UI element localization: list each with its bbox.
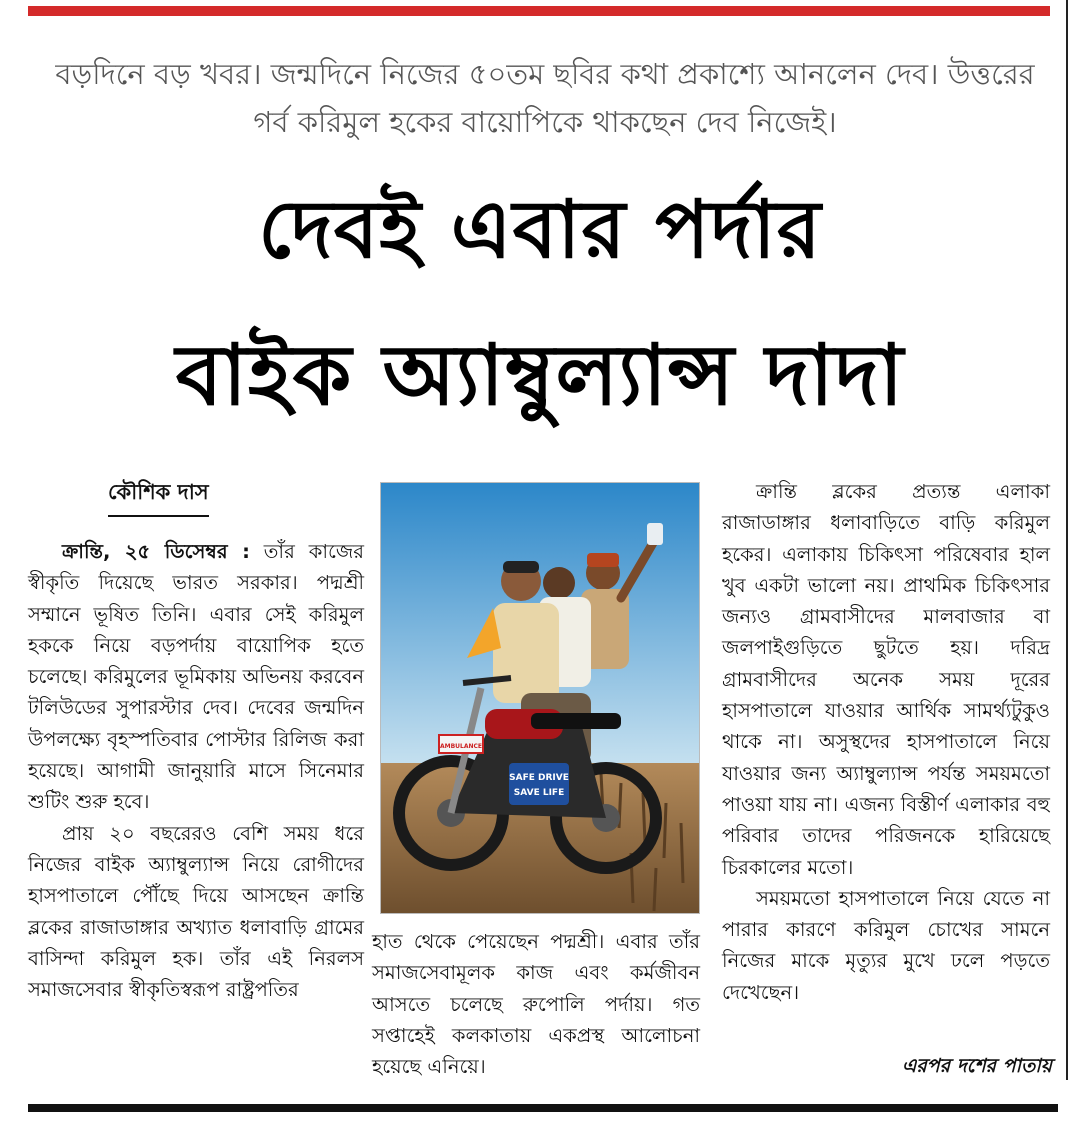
continuation-note: এরপর দশের পাতায় bbox=[901, 1055, 1052, 1077]
top-red-rule bbox=[28, 6, 1050, 16]
article-column-2 bbox=[372, 926, 700, 1082]
headline-line-1: দেবই এবার পর্দার bbox=[258, 183, 822, 276]
sign-text-1: SAFE DRIVE bbox=[509, 773, 569, 783]
column-1-paragraph-1 bbox=[28, 536, 364, 818]
raised-bottle bbox=[647, 523, 663, 545]
column-3-paragraph-2: সময়মতো হাসপাতালে নিয়ে যেতে না পারার কারণে করিমুল চোখের সামনে নিজের মাকে মৃত্যুর মুখে ঢলে পড়তে দেখেছেন। bbox=[722, 886, 1050, 1004]
article-column-1 bbox=[28, 536, 364, 1005]
column-1-paragraph-1-text: তাঁর কাজের স্বীকৃতি দিয়েছে ভারত সরকার। পদ্মশ্রী সম্মানে ভূষিত তিনি। এবার সেই করিমুল হককে নিয়ে বড়পর্দায় বায়োপিক হতে চলেছে। করিমুলের ভূমিকায় অভিনয় করবেন টলিউডের সুপারস্টার দেব। দেবের জন্মদিন উপলক্ষ্যে বৃহস্পতিবার পোস্টার রিলিজ করা হয়েছে। আগামী জানুয়ারি মাসে সিনেমার শুটিং শুরু হবে। bbox=[28, 540, 365, 814]
column-1-paragraph-2: প্রায় ২০ বছরেরও বেশি সময় ধরে নিজের বাইক অ্যাম্বুল্যান্স নিয়ে রোগীদের হাসপাতালে পৌঁছে দিয়ে আসছেন ক্রান্তি ব্লকের রাজাডাঙ্গার অখ্যাত ধলাবাড়ি গ্রামের বাসিন্দা করিমুল হক। তাঁর এই নিরলস সমাজসেবার স্বীকৃতিস্বরূপ রাষ্ট্রপতির bbox=[28, 821, 364, 1002]
article-column-3 bbox=[722, 476, 1050, 1008]
column-2-paragraph-1: হাত থেকে পেয়েছেন পদ্মশ্রী। এবার তাঁর সমাজসেবামূলক কাজ এবং কর্মজীবন আসতে চলেছে রুপোলি পর্দায়। গত সপ্তাহেই কলকাতায় একপ্রস্থ আলোচনা হয়েছে এনিয়ে। bbox=[372, 930, 700, 1079]
rider-3-hat bbox=[587, 553, 619, 567]
rider-2-head bbox=[543, 567, 575, 599]
rider-1-hair bbox=[503, 561, 539, 573]
side-sign bbox=[509, 763, 569, 805]
article-photo bbox=[380, 482, 700, 914]
byline: কৌশিক দাস bbox=[108, 476, 209, 517]
rider-1-body bbox=[493, 603, 559, 703]
dateline: ক্রান্তি, ২৫ ডিসেম্বর : bbox=[62, 540, 250, 563]
subheadline: বড়দিনে বড় খবর। জন্মদিনে নিজের ৫০তম ছবির কথা প্রকাশ্যে আনলেন দেব। উত্তরের গর্ব করিমুল হকের বায়োপিকে থাকছেন দেব নিজেই। bbox=[55, 57, 1035, 139]
column-border-right bbox=[1066, 0, 1068, 1080]
sign-text-2: SAVE LIFE bbox=[513, 788, 565, 798]
bottom-black-rule bbox=[28, 1104, 1058, 1112]
photo-illustration bbox=[381, 483, 699, 913]
column-3-paragraph-1: ক্রান্তি ব্লকের প্রত্যন্ত এলাকা রাজাডাঙ্গার ধলাবাড়িতে বাড়ি করিমুল হকের। এলাকায় চিকিৎসা পরিষেবার হাল খুব একটা ভালো নয়। প্রাথমিক চিকিৎসার জন্যও গ্রামবাসীদের মালবাজার বা জলপাইগুড়িতে ছুটতে হয়। দরিদ্র গ্রামবাসীদের অনেক সময় দূরের হাসপাতালে যাওয়ার আর্থিক সামর্থ্যটুকুও থাকে না। অসুস্থদের হাসপাতালে নিয়ে যাওয়ার জন্য অ্যাম্বুল্যান্স পর্যন্ত সময়মতো পাওয়া যায় না। এজন্য বিস্তীর্ণ এলাকার বহু পরিবার তাদের পরিজনকে হারিয়েছে চিরকালের মতো। bbox=[722, 480, 1050, 879]
bike-seat bbox=[531, 713, 621, 729]
plate-text: AMBULANCE bbox=[439, 743, 483, 750]
headline-line-2: বাইক অ্যাম্বুল্যান্স দাদা bbox=[175, 326, 905, 424]
